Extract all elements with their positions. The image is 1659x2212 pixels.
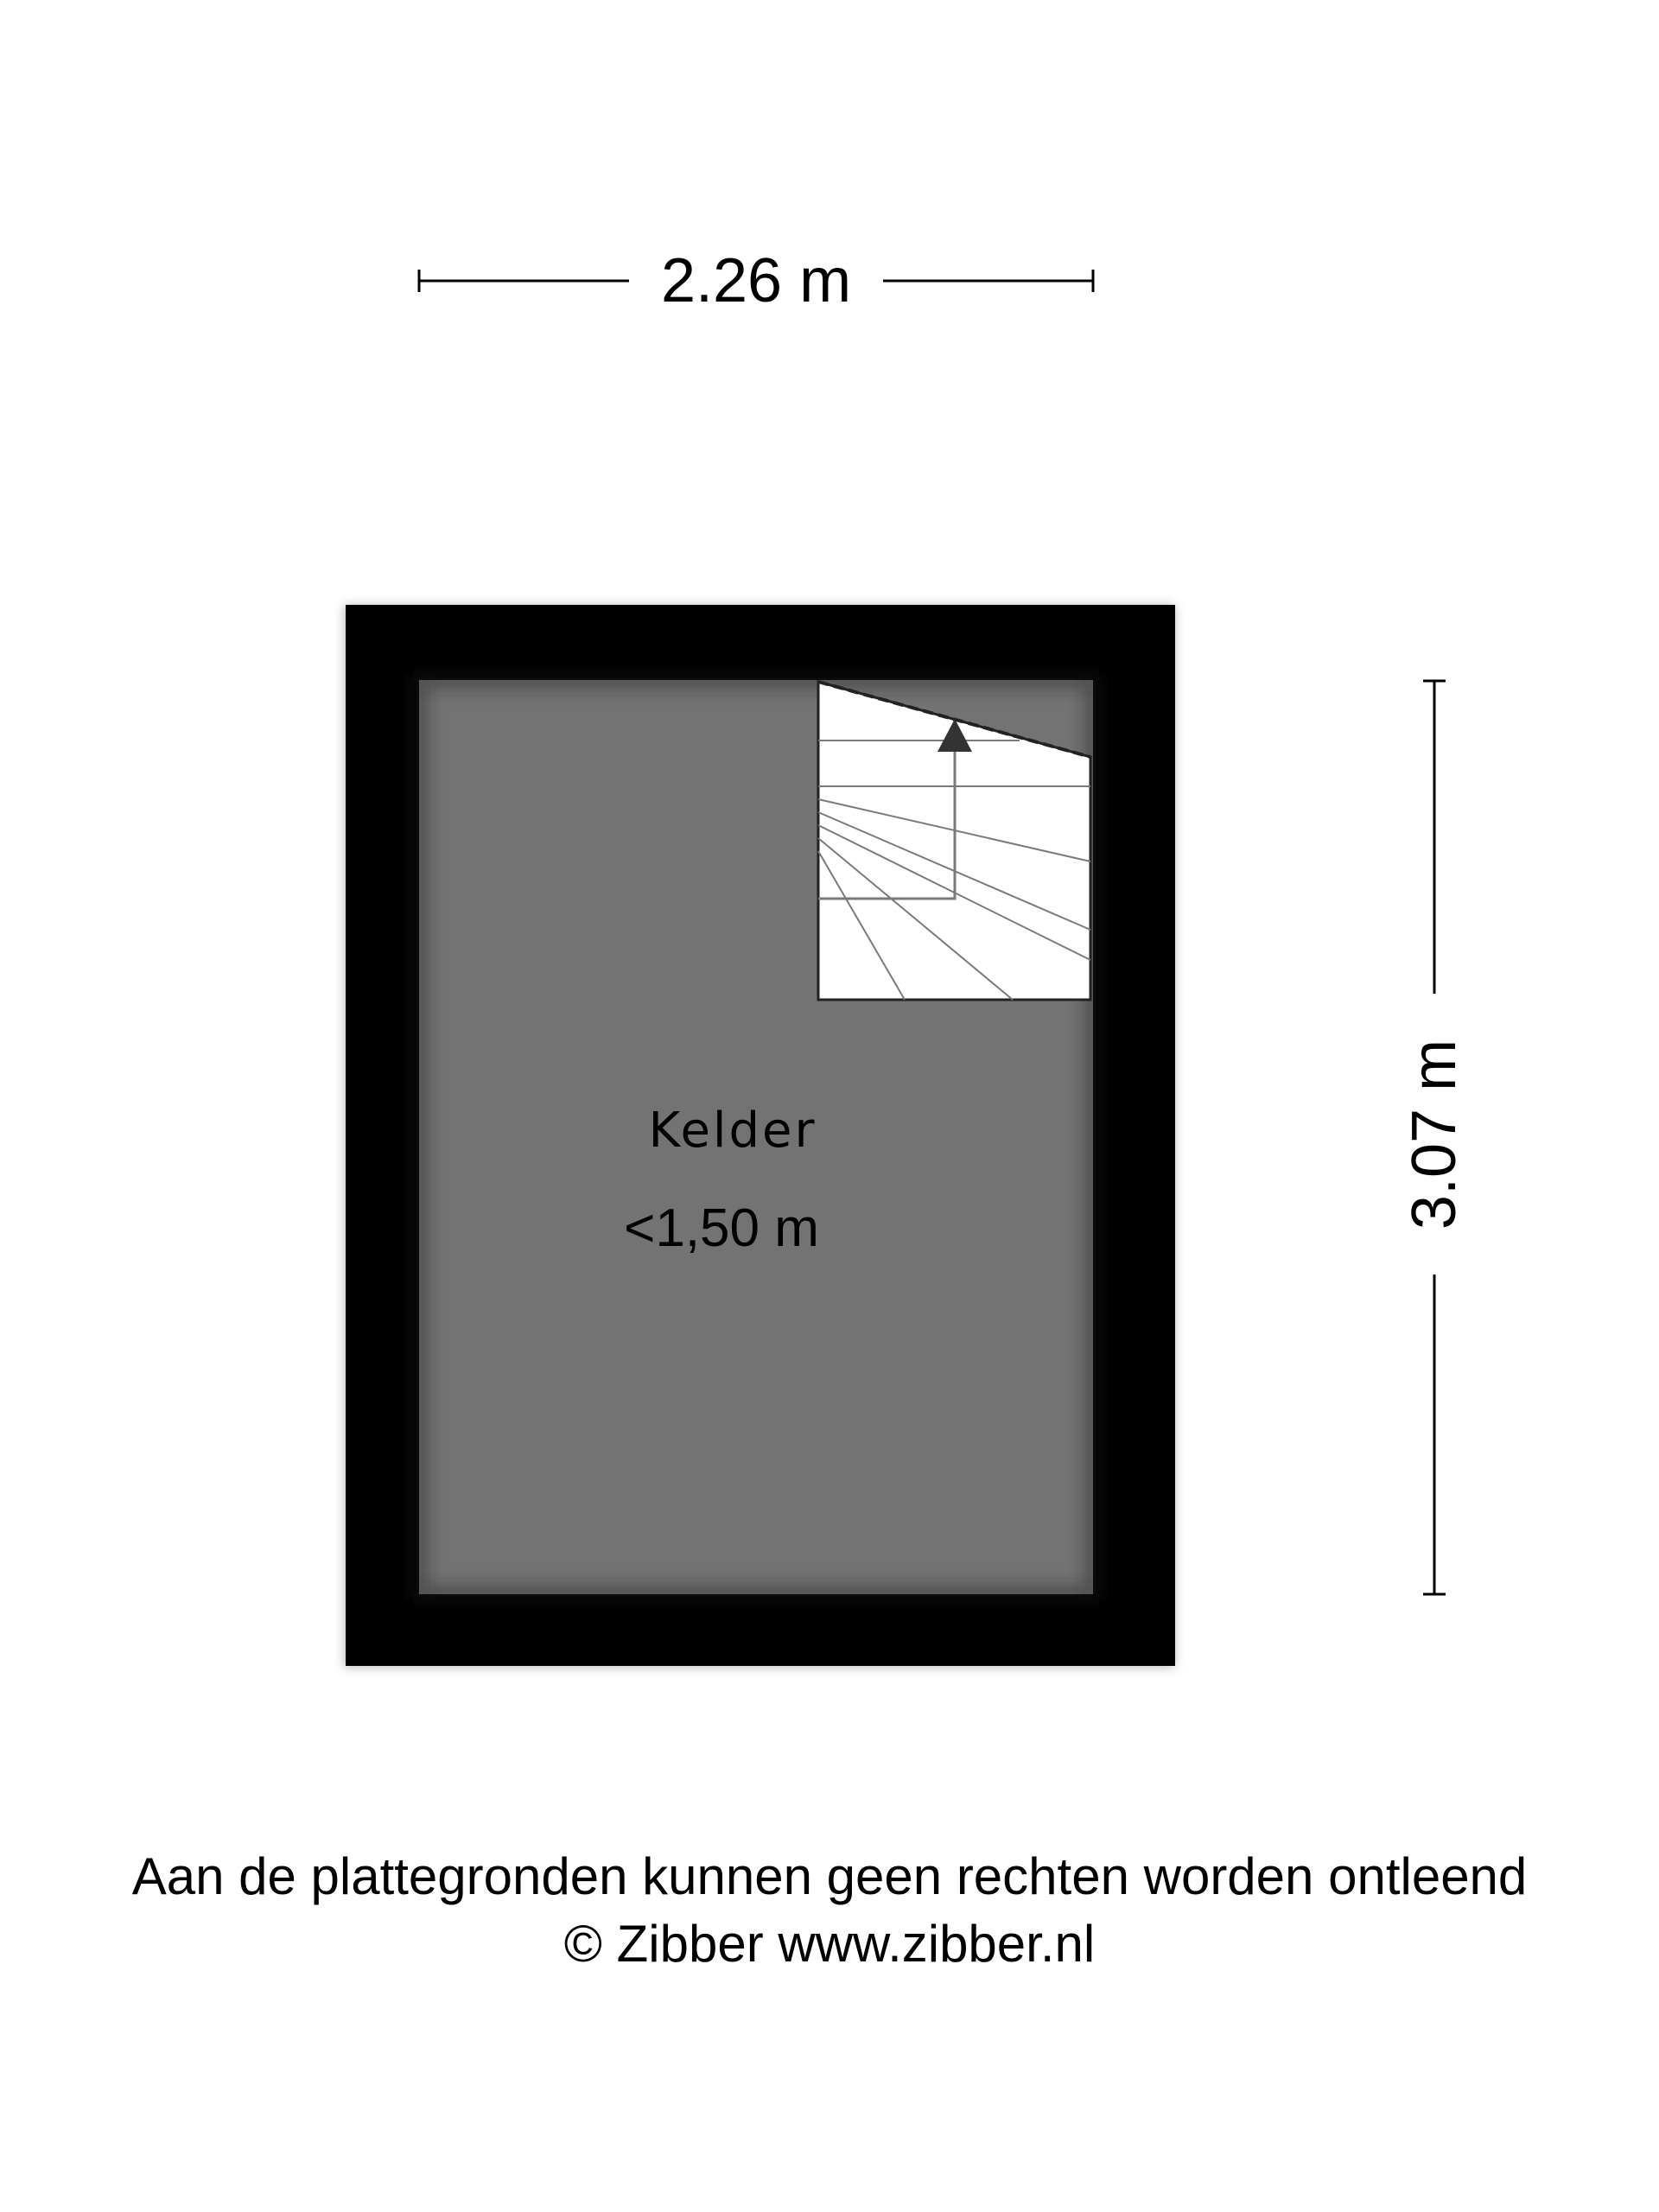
copyright-text: © Zibber www.zibber.nl: [563, 1915, 1096, 1973]
width-dimension: [419, 246, 1093, 315]
width-dimension-label: 2.26 m: [660, 246, 852, 315]
room-height-note: <1,50 m: [624, 1198, 819, 1258]
height-dimension: [1400, 681, 1469, 1594]
disclaimer-text: Aan de plattegronden kunnen geen rechten worden ontleend: [131, 1847, 1528, 1905]
height-dimension-label: 3.07 m: [1400, 1039, 1469, 1230]
room-name: Kelder: [648, 1103, 817, 1159]
